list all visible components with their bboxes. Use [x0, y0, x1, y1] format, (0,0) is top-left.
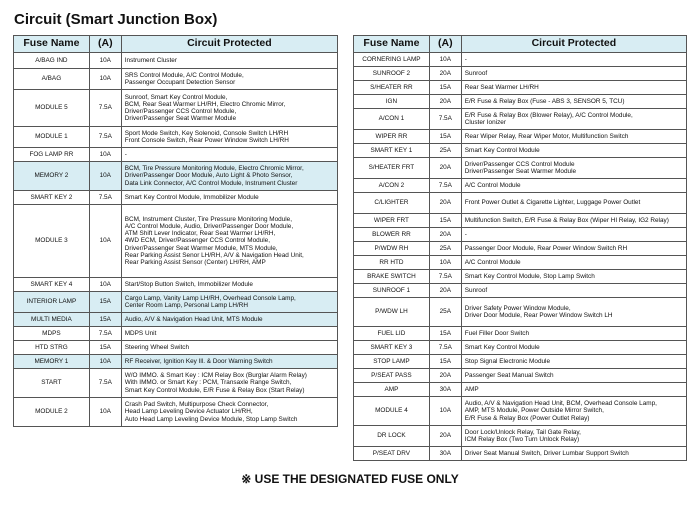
- circuit-line: Passenger Occupant Detection Sensor: [124, 79, 236, 86]
- fuse-amperage: 15A: [429, 130, 461, 144]
- fuse-amperage: 25A: [429, 242, 461, 256]
- circuit-line: Rear Seat Warmer LH/RH: [464, 83, 539, 91]
- circuit-line: Cargo Lamp, Vanity Lamp LH/RH, Overhead Console Lamp,: [124, 294, 296, 302]
- fuse-name: FOG LAMP RR: [14, 148, 90, 162]
- circuit-line: Driver Safety Power Window Module,: [464, 304, 571, 312]
- circuit-protected: [121, 341, 337, 355]
- fuse-name: S/HEATER FRT: [354, 158, 430, 179]
- circuit-protected: [121, 292, 337, 313]
- fuse-amperage: 7.5A: [89, 90, 121, 127]
- fuse-name: C/LIGHTER: [354, 193, 430, 214]
- circuit-line: BCM, Rear Seat Warmer LH/RH, Electro Chromic Mirror,: [124, 100, 286, 108]
- circuit-protected: [461, 270, 686, 284]
- circuit-protected: [461, 397, 686, 426]
- fuse-row: [354, 53, 687, 67]
- circuit-line: Driver Seat Manual Switch, Driver Lumbar Support Switch: [464, 449, 629, 457]
- circuit-line: Sunroof: [464, 69, 488, 77]
- amperage-header: (A): [89, 36, 121, 53]
- fuse-row: [354, 355, 687, 369]
- fuse-name: MODULE 4: [354, 397, 430, 426]
- fuse-name: AMP: [354, 383, 430, 397]
- fuse-amperage: 20A: [429, 284, 461, 298]
- circuit-line: BCM, Instrument Cluster, Tire Pressure Monitoring Module,: [124, 215, 293, 223]
- circuit-line: Driver/Passenger Seat Warmer Module: [124, 115, 237, 123]
- designated-fuse-notice: ※ USE THE DESIGNATED FUSE ONLY: [241, 472, 459, 486]
- circuit-protected: [461, 228, 686, 242]
- fuse-name-header: Fuse Name: [14, 36, 90, 53]
- circuit-line: Fuel Filler Door Switch: [464, 329, 530, 337]
- fuse-amperage: 10A: [89, 53, 121, 69]
- circuit-line: Center Room Lamp, Personal Lamp LH/RH: [124, 302, 248, 309]
- circuit-line: Steering Wheel Switch: [124, 343, 190, 351]
- fuse-amperage: 20A: [429, 426, 461, 447]
- circuit-line: Rear Parking Assist Senor LH/RH, A/V & Navigation Head Unit,: [124, 251, 304, 259]
- circuit-protected: [461, 214, 686, 228]
- fuse-name: P/SEAT DRV: [354, 447, 430, 461]
- fuse-row: [354, 284, 687, 298]
- circuit-protected: [121, 127, 337, 148]
- circuit-line: ATM Shift Lever Indicator, Rear Seat Warmer LH/RH,: [124, 230, 276, 238]
- fuse-name: INTERIOR LAMP: [14, 292, 90, 313]
- circuit-protected: [121, 90, 337, 127]
- fuse-row: [14, 162, 338, 191]
- fuse-amperage: 7.5A: [429, 109, 461, 130]
- circuit-line: Driver/Passenger Seat Warmer Module, MTS Module,: [124, 244, 278, 252]
- circuit-line: Data Link Connector, A/C Control Module, Instrument Cluster: [124, 179, 298, 187]
- fuse-row: [354, 158, 687, 179]
- circuit-protected: [461, 447, 686, 461]
- fuse-name: WIPER FRT: [354, 214, 430, 228]
- circuit-line: E/R Fuse & Relay Box (Power Outlet Relay): [464, 414, 590, 422]
- fuse-row: [14, 292, 338, 313]
- fuse-row: [14, 53, 338, 69]
- circuit-line: Sport Mode Switch, Key Solenoid, Console Switch LH/RH: [124, 129, 289, 137]
- fuse-amperage: 20A: [429, 67, 461, 81]
- circuit-line: A/C Control Module, Audio, Driver/Passenger Door Module,: [124, 223, 294, 231]
- fuse-amperage: 10A: [89, 162, 121, 191]
- fuse-row: [354, 447, 687, 461]
- circuit-line: Stop Signal Electronic Module: [464, 357, 551, 365]
- fuse-amperage: 7.5A: [89, 127, 121, 148]
- fuse-name: SMART KEY 4: [14, 278, 90, 292]
- circuit-protected: [121, 355, 337, 369]
- fuse-amperage: 15A: [429, 214, 461, 228]
- fuse-row: [354, 369, 687, 383]
- circuit-line: AMP: [464, 385, 479, 393]
- circuit-line: E/R Fuse & Relay Box (Fuse - ABS 3, SENSOR 5, TCU): [464, 97, 625, 105]
- fuse-row: [354, 130, 687, 144]
- fuse-row: [14, 369, 338, 398]
- fuse-name: MEMORY 2: [14, 162, 90, 191]
- fuse-amperage: 15A: [429, 81, 461, 95]
- fuse-row: [354, 214, 687, 228]
- fuse-amperage: 15A: [89, 313, 121, 327]
- fuse-amperage: 10A: [89, 148, 121, 162]
- fuse-row: [14, 191, 338, 205]
- fuse-name: SUNROOF 1: [354, 284, 430, 298]
- fuse-row: [354, 298, 687, 327]
- circuit-line: Smart Key Control Module, Immobilizer Module: [124, 193, 259, 201]
- fuse-name: S/HEATER RR: [354, 81, 430, 95]
- circuit-protected: [121, 327, 337, 341]
- fuse-amperage: 20A: [429, 369, 461, 383]
- circuit-protected: [461, 53, 686, 67]
- fuse-name: HTD STRG: [14, 341, 90, 355]
- fuse-amperage: 7.5A: [429, 270, 461, 284]
- circuit-protected: [461, 158, 686, 179]
- circuit-line: W/O IMMO. & Smart Key : ICM Relay Box (Burglar Alarm Relay): [124, 372, 307, 380]
- fuse-row: [14, 341, 338, 355]
- fuse-row: [14, 90, 338, 127]
- fuse-amperage: 15A: [429, 327, 461, 341]
- fuse-amperage: 10A: [89, 69, 121, 90]
- fuse-name: MEMORY 1: [14, 355, 90, 369]
- fuse-amperage: 10A: [89, 355, 121, 369]
- circuit-protected: [461, 67, 686, 81]
- fuse-row: [354, 256, 687, 270]
- fuse-name: SMART KEY 2: [14, 191, 90, 205]
- fuse-row: [354, 270, 687, 284]
- fuse-row: [14, 148, 338, 162]
- circuit-line: RF Receiver, Ignition Key Ill. & Door Warning Switch: [124, 357, 273, 365]
- circuit-line: -: [464, 230, 467, 238]
- circuit-line: Smart Key Control Module, Stop Lamp Switch: [464, 272, 595, 280]
- fuse-amperage: 20A: [429, 95, 461, 109]
- circuit-protected: [121, 162, 337, 191]
- fuse-row: [354, 341, 687, 355]
- fuse-row: [14, 355, 338, 369]
- fuse-name: P/SEAT PASS: [354, 369, 430, 383]
- circuit-line: AMP, MTS Module, Power Outside Mirror Switch,: [464, 407, 604, 415]
- fuse-row: [354, 179, 687, 193]
- fuse-amperage: 30A: [429, 447, 461, 461]
- fuse-row: [354, 228, 687, 242]
- circuit-line: E/R Fuse & Relay Box (Blower Relay), A/C Control Module,: [464, 111, 633, 119]
- fuse-name: A/CON 2: [354, 179, 430, 193]
- fuse-row: [354, 383, 687, 397]
- fuse-name: IGN: [354, 95, 430, 109]
- circuit-line: Sunroof, Smart Key Control Module,: [124, 93, 228, 101]
- circuit-line: -: [464, 55, 467, 63]
- circuit-protected: [461, 341, 686, 355]
- circuit-line: Door Lock/Unlock Relay, Tail Gate Relay,: [464, 428, 581, 436]
- fuse-name: START: [14, 369, 90, 398]
- circuit-protected: [461, 355, 686, 369]
- circuit-line: With IMMO. or Smart Key : PCM, Transaxle Range Switch,: [124, 379, 292, 387]
- circuit-protected: [121, 191, 337, 205]
- fuse-amperage: 10A: [89, 278, 121, 292]
- fuse-name: MULTI MEDIA: [14, 313, 90, 327]
- fuse-name: A/CON 1: [354, 109, 430, 130]
- fuse-name: CORNERING LAMP: [354, 53, 430, 67]
- fuse-row: [354, 81, 687, 95]
- circuit-line: Driver/Passenger CCS Control Module,: [124, 108, 237, 115]
- circuit-line: Front Power Outlet & Cigarette Lighter, Luggage Power Outlet: [464, 199, 641, 207]
- fuse-name: SUNROOF 2: [354, 67, 430, 81]
- circuit-protected: [121, 148, 337, 162]
- fuse-name: BLOWER RR: [354, 228, 430, 242]
- fuse-amperage: 20A: [429, 228, 461, 242]
- circuit-line: -: [124, 150, 127, 158]
- circuit-protected: [461, 256, 686, 270]
- fuse-amperage: 15A: [89, 341, 121, 355]
- fuse-row: [354, 109, 687, 130]
- circuit-protected: [461, 130, 686, 144]
- fuse-name: WIPER RR: [354, 130, 430, 144]
- fuse-name: A/BAG: [14, 69, 90, 90]
- circuit-protected: [461, 95, 686, 109]
- circuit-line: SRS Control Module, A/C Control Module,: [124, 71, 244, 79]
- fuse-name: MODULE 2: [14, 398, 90, 427]
- circuit-line: Multifunction Switch, E/R Fuse & Relay Box (Wiper HI Relay, IG2 Relay): [464, 216, 669, 224]
- circuit-protected: [461, 109, 686, 130]
- fuse-name: MODULE 3: [14, 205, 90, 278]
- circuit-line: Passenger Door Module, Rear Power Window Switch RH: [464, 244, 628, 252]
- circuit-line: A/C Control Module: [464, 181, 521, 189]
- fuse-row: [14, 205, 338, 278]
- circuit-line: Instrument Cluster: [124, 56, 177, 64]
- circuit-protected: [121, 69, 337, 90]
- circuit-line: Driver/Passenger CCS Control Module: [464, 160, 575, 168]
- fuse-name: MODULE 5: [14, 90, 90, 127]
- circuit-line: Rear Wiper Relay, Rear Wiper Motor, Multifunction Switch: [464, 132, 629, 140]
- fuse-row: [14, 69, 338, 90]
- fuse-amperage: 30A: [429, 383, 461, 397]
- circuit-header: Circuit Protected: [121, 36, 337, 53]
- circuit-protected: [121, 313, 337, 327]
- fuse-row: [354, 242, 687, 256]
- circuit-protected: [121, 369, 337, 398]
- fuse-row: [354, 426, 687, 447]
- fuse-row: [14, 327, 338, 341]
- circuit-protected: [461, 383, 686, 397]
- circuit-line: Driver/Passenger Door Module, Auto Light & Photo Sensor,: [124, 172, 293, 180]
- fuse-amperage: 7.5A: [429, 179, 461, 193]
- fuse-name: P/WDW RH: [354, 242, 430, 256]
- circuit-line: BCM, Tire Pressure Monitoring Module, Electro Chromic Mirror,: [124, 165, 304, 173]
- circuit-protected: [121, 205, 337, 278]
- circuit-line: ICM Relay Box (Two Turn Unlock Relay): [464, 436, 580, 443]
- circuit-line: Crash Pad Switch, Multipurpose Check Connector,: [124, 401, 269, 409]
- fuse-row: [14, 313, 338, 327]
- fuse-name: STOP LAMP: [354, 355, 430, 369]
- circuit-line: 4WD ECM, Driver/Passenger CCS Control Module,: [124, 237, 270, 245]
- circuit-line: Smart Key Control Module: [464, 146, 540, 154]
- fuse-name: SMART KEY 1: [354, 144, 430, 158]
- fuse-name: FUEL LID: [354, 327, 430, 341]
- fuse-amperage: 7.5A: [89, 327, 121, 341]
- fuse-amperage: 15A: [89, 292, 121, 313]
- fuse-name: P/WDW LH: [354, 298, 430, 327]
- fuse-row: [14, 127, 338, 148]
- fuse-amperage: 20A: [429, 158, 461, 179]
- circuit-line: Smart Key Control Module, E/R Fuse & Relay Box (Start Relay): [124, 386, 305, 394]
- circuit-protected: [461, 284, 686, 298]
- circuit-protected: [121, 278, 337, 292]
- fuse-row: [354, 144, 687, 158]
- circuit-protected: [461, 298, 686, 327]
- fuse-name: RR HTD: [354, 256, 430, 270]
- fuse-table-left: [13, 35, 338, 427]
- circuit-protected: [461, 327, 686, 341]
- fuse-amperage: 10A: [89, 398, 121, 427]
- circuit-line: Driver/Passenger Seat Warmer Module: [464, 168, 577, 175]
- fuse-amperage: 25A: [429, 144, 461, 158]
- fuse-table-right: [353, 35, 687, 461]
- fuse-amperage: 7.5A: [89, 191, 121, 205]
- fuse-row: [14, 398, 338, 427]
- circuit-line: Audio, A/V & Navigation Head Unit, MTS Module: [124, 315, 263, 323]
- circuit-protected: [461, 179, 686, 193]
- fuse-amperage: 10A: [89, 205, 121, 278]
- fuse-name: DR LOCK: [354, 426, 430, 447]
- circuit-line: Head Lamp Leveling Device Actuator LH/RH,: [124, 408, 253, 416]
- circuit-line: Sunroof: [464, 286, 488, 294]
- fuse-row: [354, 397, 687, 426]
- fuse-name: SMART KEY 3: [354, 341, 430, 355]
- circuit-protected: [121, 53, 337, 69]
- fuse-row: [354, 327, 687, 341]
- circuit-line: Cluster Ionizer: [464, 119, 506, 126]
- fuse-amperage: 15A: [429, 355, 461, 369]
- circuit-line: Start/Stop Button Switch, Immobilizer Module: [124, 280, 253, 288]
- table-header-row: [14, 36, 338, 53]
- fuse-amperage: 25A: [429, 298, 461, 327]
- fuse-name: BRAKE SWITCH: [354, 270, 430, 284]
- circuit-line: Auto Head Lamp Leveling Device Module, Stop Lamp Switch: [124, 415, 298, 423]
- fuse-row: [354, 95, 687, 109]
- fuse-amperage: 7.5A: [89, 369, 121, 398]
- circuit-line: Passenger Seat Manual Switch: [464, 371, 554, 379]
- page-title: Circuit (Smart Junction Box): [14, 11, 218, 28]
- circuit-protected: [461, 81, 686, 95]
- circuit-protected: [461, 144, 686, 158]
- circuit-line: A/C Control Module: [464, 258, 521, 266]
- circuit-line: Front Console Switch, Rear Power Window Switch LH/RH: [124, 137, 289, 144]
- fuse-row: [14, 278, 338, 292]
- amperage-header: (A): [429, 36, 461, 53]
- fuse-name-header: Fuse Name: [354, 36, 430, 53]
- fuse-amperage: 20A: [429, 193, 461, 214]
- circuit-line: Smart Key Control Module: [464, 343, 540, 351]
- circuit-header: Circuit Protected: [461, 36, 686, 53]
- circuit-line: Rear Parking Assist Sensor (Center) LH/RH, AMP: [124, 258, 266, 266]
- table-header-row: [354, 36, 687, 53]
- fuse-name: A/BAG IND: [14, 53, 90, 69]
- circuit-protected: [121, 398, 337, 427]
- circuit-protected: [461, 426, 686, 447]
- fuse-amperage: 10A: [429, 53, 461, 67]
- circuit-protected: [461, 369, 686, 383]
- fuse-amperage: 10A: [429, 397, 461, 426]
- circuit-protected: [461, 242, 686, 256]
- circuit-line: MDPS Unit: [124, 329, 157, 337]
- fuse-name: MODULE 1: [14, 127, 90, 148]
- fuse-row: [354, 193, 687, 214]
- fuse-row: [354, 67, 687, 81]
- circuit-protected: [461, 193, 686, 214]
- circuit-line: Driver Door Module, Rear Power Window Switch LH: [464, 312, 613, 319]
- circuit-line: Audio, A/V & Navigation Head Unit, BCM, Overhead Console Lamp,: [464, 400, 657, 408]
- fuse-name: MDPS: [14, 327, 90, 341]
- fuse-amperage: 10A: [429, 256, 461, 270]
- fuse-amperage: 7.5A: [429, 341, 461, 355]
